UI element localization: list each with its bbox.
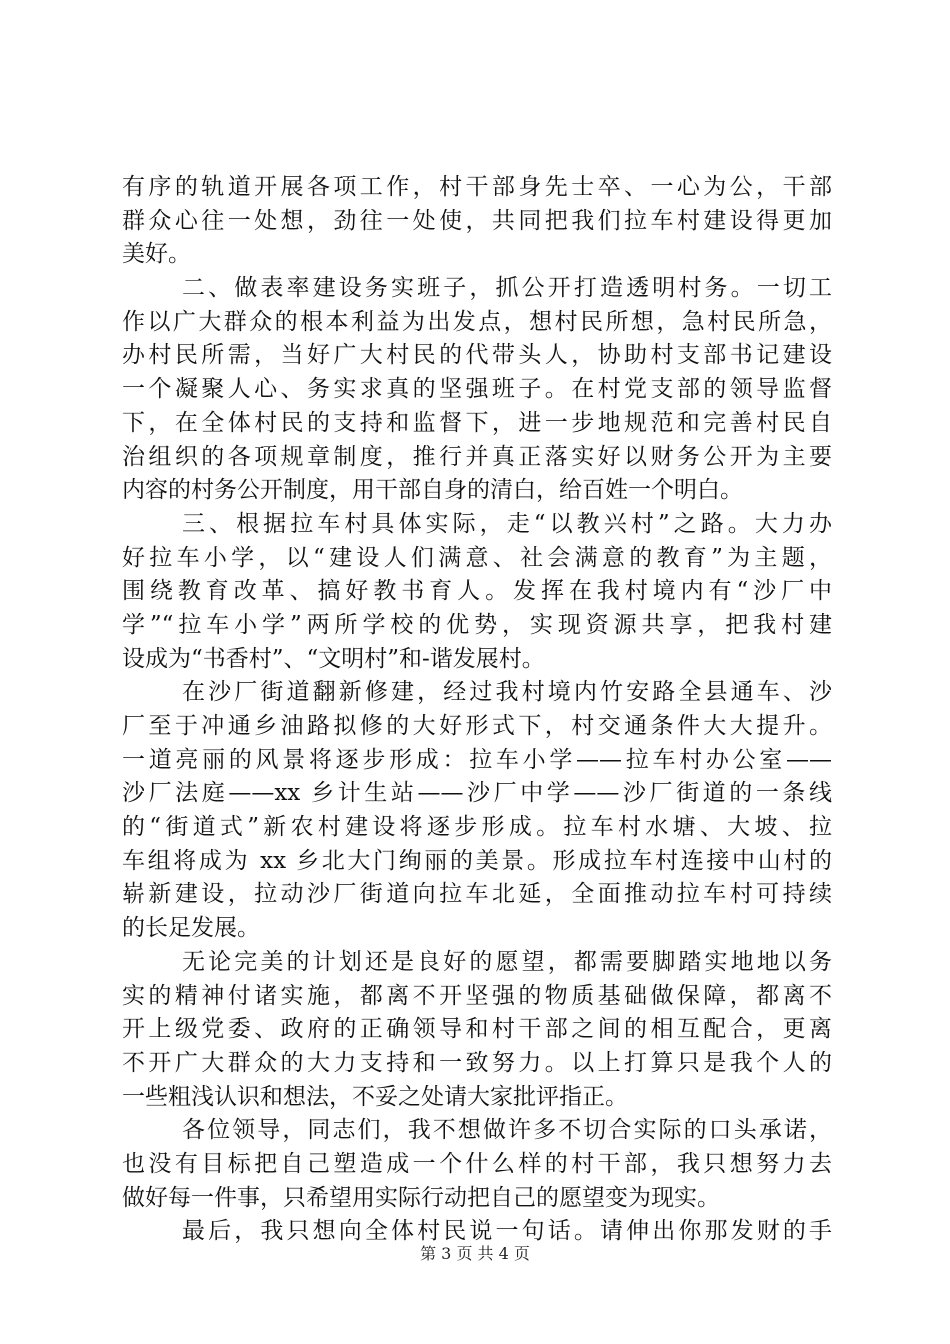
- text-line: 也没有目标把自己塑造成一个什么样的村干部，我只想努力去: [122, 1150, 832, 1177]
- text-line: 一些粗浅认识和想法，不妥之处请大家批评指正。: [122, 1083, 628, 1110]
- text-line: 各位领导，同志们，我不想做许多不切合实际的口头承诺，: [182, 1117, 832, 1144]
- text-line: 最后，我只想向全体村民说一句话。请伸出你那发财的手: [182, 1218, 832, 1245]
- text-line: 的长足发展。: [122, 915, 260, 942]
- body-text: [122, 171, 832, 1249]
- text-line: 作以广大群众的根本利益为出发点，想村民所想，急村民所急，: [122, 308, 832, 335]
- text-line: 下，在全体村民的支持和监督下，进一步地规范和完善村民自: [122, 409, 832, 436]
- text-line: 办村民所需，当好广大村民的代带头人，协助村支部书记建设: [122, 342, 832, 369]
- text-line: 开上级党委、政府的正确领导和村干部之间的相互配合，更离: [122, 1016, 832, 1043]
- text-line: 崭新建设，拉动沙厂街道向拉车北延，全面推动拉车村可持续: [122, 881, 832, 908]
- text-line: 在沙厂街道翻新修建，经过我村境内竹安路全县通车、沙: [182, 679, 832, 706]
- text-line: 有序的轨道开展各项工作，村干部身先士卒、一心为公，干部: [122, 174, 832, 200]
- text-line: 沙厂法庭——xx 乡计生站——沙厂中学——沙厂街道的一条线: [122, 780, 832, 807]
- text-line: 二、做表率建设务实班子，抓公开打造透明村务。一切工: [182, 275, 832, 302]
- text-line: 的“街道式”新农村建设将逐步形成。拉车村水塘、大坡、拉: [122, 814, 832, 841]
- text-line: 学”“拉车小学”两所学校的优势，实现资源共享，把我村建: [122, 611, 832, 638]
- text-line: 美好。: [122, 241, 191, 268]
- text-line: 一个凝聚人心、务实求真的坚强班子。在村党支部的领导监督: [122, 376, 832, 403]
- page-footer: 第 3 页 共 4 页: [420, 1244, 530, 1263]
- text-line: 实的精神付诸实施，都离不开坚强的物质基础做保障，都离不: [122, 982, 832, 1009]
- text-line: 好拉车小学，以“建设人们满意、社会满意的教育”为主题，: [122, 544, 832, 571]
- text-line: 群众心往一处想，劲往一处使，共同把我们拉车村建设得更加: [122, 207, 832, 234]
- text-line: 做好每一件事，只希望用实际行动把自己的愿望变为现实。: [122, 1184, 720, 1211]
- text-line: 设成为“书香村”、“文明村”和-谐发展村。: [122, 645, 545, 672]
- text-line: 无论完美的计划还是良好的愿望，都需要脚踏实地地以务: [182, 948, 832, 975]
- text-line: 围绕教育改革、搞好教书育人。发挥在我村境内有“沙厂中: [122, 578, 832, 605]
- text-line: 治组织的各项规章制度，推行并真正落实好以财务公开为主要: [122, 443, 832, 470]
- text-line: 三、根据拉车村具体实际，走“以教兴村”之路。大力办: [182, 510, 832, 537]
- text-line: 车组将成为 xx 乡北大门绚丽的美景。形成拉车村连接中山村的: [122, 847, 832, 874]
- text-line: 不开广大群众的大力支持和一致努力。以上打算只是我个人的: [122, 1049, 832, 1076]
- text-line: 内容的村务公开制度，用干部自身的清白，给百姓一个明白。: [122, 477, 743, 504]
- text-line: 一道亮丽的风景将逐步形成：拉车小学——拉车村办公室——: [122, 746, 832, 773]
- text-line: 厂至于冲通乡油路拟修的大好形式下，村交通条件大大提升。: [122, 713, 832, 739]
